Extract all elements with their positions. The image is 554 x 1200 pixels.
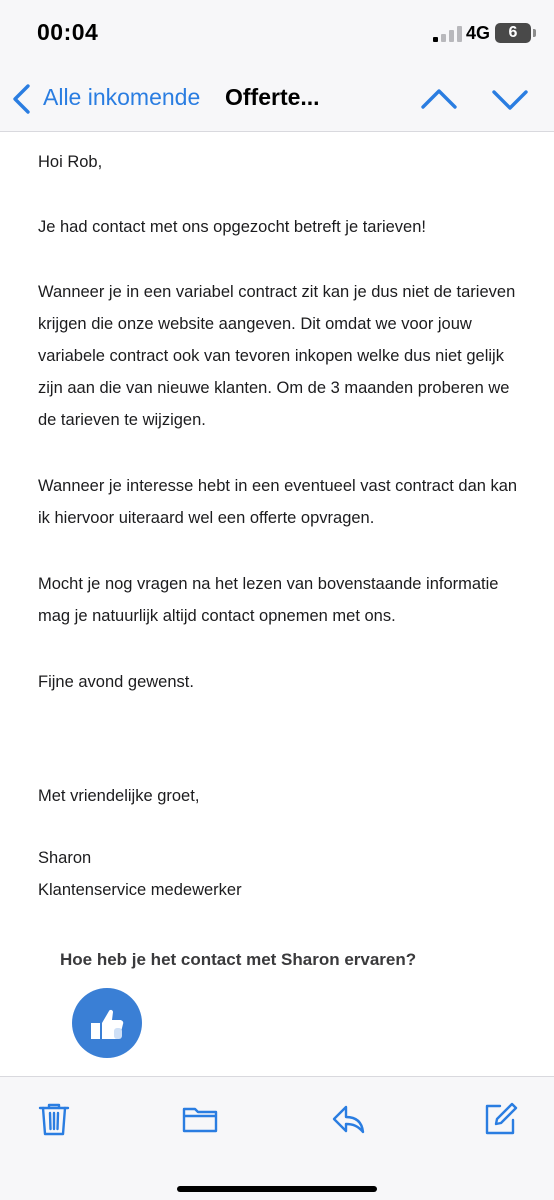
thumbs-up-icon: [85, 1001, 129, 1045]
email-closing: Met vriendelijke groet,: [38, 787, 200, 805]
status-bar: [0, 0, 554, 66]
email-paragraph: Wanneer je interesse hebt in een eventueel vast contract dan kan ik hiervoor uiteraard wel een offerte opvragen.: [38, 477, 518, 527]
thumbs-up-button[interactable]: [72, 988, 142, 1058]
email-paragraph: Wanneer je in een variabel contract zit kan je dus niet de tarieven krijgen die onze website aangeven. Dit omdat we voor jouw variabele contract ook van tevoren inkopen welke dus niet gelijk zijn aan die van nieuwe klanten. Om de 3 maanden proberen we de tarieven te wijzigen.: [38, 283, 516, 429]
back-button-label[interactable]: Alle inkomende: [43, 84, 201, 110]
network-type: 4G: [466, 23, 491, 43]
rating-question: Hoe heb je het contact met Sharon ervaren?: [60, 950, 417, 969]
chevron-up-icon[interactable]: [420, 86, 458, 110]
signal-strength-icon: [433, 26, 463, 42]
battery-terminal: [533, 29, 536, 37]
trash-icon[interactable]: [36, 1101, 72, 1137]
top-bar: [0, 0, 554, 132]
status-time: 00:04: [37, 19, 99, 45]
signature-name: Sharon: [38, 849, 92, 867]
battery-icon: [495, 23, 531, 43]
bottom-toolbar: [0, 1076, 554, 1200]
navigation-bar: [0, 66, 554, 132]
reply-icon[interactable]: [331, 1101, 367, 1137]
mail-subject: Offerte...: [225, 84, 320, 110]
email-paragraph: Mocht je nog vragen na het lezen van bovenstaande informatie mag je natuurlijk altijd contact opnemen met ons.: [38, 575, 499, 625]
email-paragraph: Je had contact met ons opgezocht betreft je tarieven!: [38, 218, 426, 236]
folder-icon[interactable]: [182, 1101, 218, 1137]
signature-role: Klantenservice medewerker: [38, 881, 242, 899]
chevron-down-icon[interactable]: [491, 88, 529, 112]
email-paragraph: Fijne avond gewenst.: [38, 673, 194, 691]
email-greeting: Hoi Rob,: [38, 153, 103, 171]
chevron-left-icon[interactable]: [10, 83, 34, 115]
battery-level: 6: [508, 24, 518, 41]
home-indicator: [177, 1186, 377, 1192]
compose-icon[interactable]: [482, 1101, 518, 1137]
